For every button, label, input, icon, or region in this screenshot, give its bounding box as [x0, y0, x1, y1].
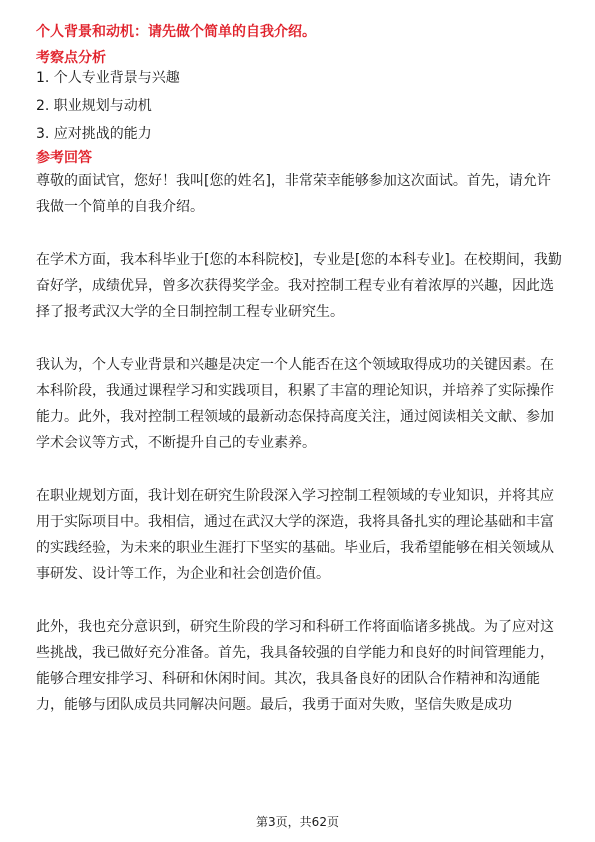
- answer-paragraph: 此外，我也充分意识到，研究生阶段的学习和科研工作将面临诸多挑战。为了应对这些挑战，我已做好充分准备。首先，我具备较强的自学能力和良好的时间管理能力，能够合理安排学习、科研和休闲时间。其次，我具备良好的团队合作精神和沟通能力，能够与团队成员共同解决问题。最后，我勇于面对失败，坚信失败是成功: [36, 619, 554, 713]
- answer-heading: 参考回答: [36, 150, 92, 166]
- answer-paragraph: 我认为，个人专业背景和兴趣是决定一个人能否在这个领域取得成功的关键因素。在本科阶段，我通过课程学习和实践项目，积累了丰富的理论知识，并培养了实际操作能力。此外，我对控制工程领域的最新动态保持高度关注，通过阅读相关文献、参加学术会议等方式，不断提升自己的专业素养。: [36, 357, 554, 451]
- question-heading: 个人背景和动机：请先做个简单的自我介绍。: [36, 24, 316, 40]
- answer-paragraph: 尊敬的面试官，您好！我叫[您的姓名]，非常荣幸能够参加这次面试。首先，请允许我做一个简单的自我介绍。: [36, 173, 551, 215]
- analysis-item: 3. 应对挑战的能力: [36, 126, 152, 142]
- page-number-footer: 第3页，共62页: [256, 815, 339, 829]
- answer-paragraph: 在职业规划方面，我计划在研究生阶段深入学习控制工程领域的专业知识，并将其应用于实际项目中。我相信，通过在武汉大学的深造，我将具备扎实的理论基础和丰富的实践经验，为未来的职业生涯打下坚实的基础。毕业后，我希望能够在相关领域从事研发、设计等工作，为企业和社会创造价值。: [36, 488, 554, 582]
- analysis-heading: 考察点分析: [36, 50, 106, 66]
- analysis-item: 1. 个人专业背景与兴趣: [36, 70, 180, 86]
- page-content: [36, 20, 564, 718]
- analysis-list: [36, 68, 564, 144]
- answer-paragraph: 在学术方面，我本科毕业于[您的本科院校]，专业是[您的本科专业]。在校期间，我勤奋好学，成绩优异，曾多次获得奖学金。我对控制工程专业有着浓厚的兴趣，因此选择了报考武汉大学的全日制控制工程专业研究生。: [36, 252, 562, 320]
- analysis-item: 2. 职业规划与动机: [36, 98, 152, 114]
